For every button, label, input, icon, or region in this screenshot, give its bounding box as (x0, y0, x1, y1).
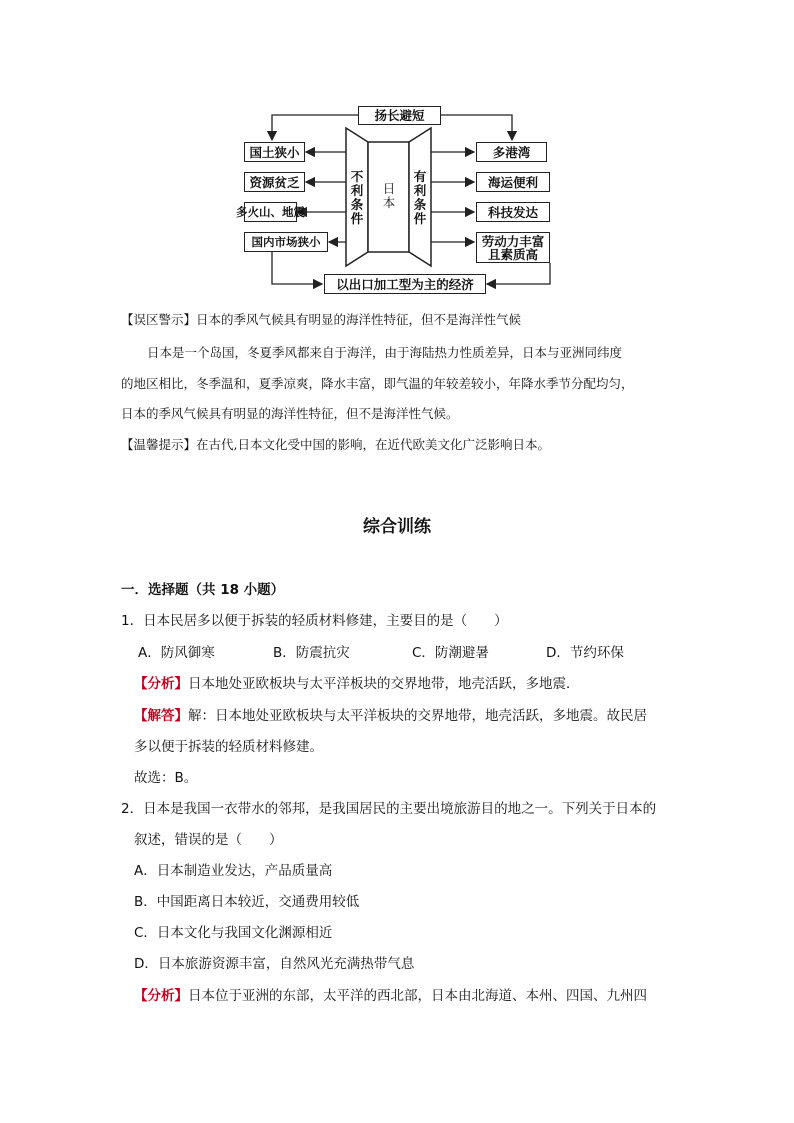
q2-stem-line-2: 叙述，错误的是（ ） (134, 832, 283, 848)
right-box-4 (476, 232, 550, 263)
q1-choice: 故选：B。 (134, 770, 198, 786)
right-box-2: 海运便利 (476, 172, 550, 192)
top-box: 扬长避短 (358, 106, 441, 125)
right-box-4-line2: 且素质高 (487, 246, 538, 262)
q2-option-c: C．日本文化与我国文化渊源相近 (134, 925, 333, 941)
diagram-connectors (0, 0, 794, 310)
q2-analysis (134, 988, 647, 1004)
q2-analysis-tag: 【分析】 (134, 988, 188, 1004)
q2-option-a: A．日本制造业发达，产品质量高 (134, 863, 333, 879)
bottom-box: 以出口加工型为主的经济 (324, 274, 486, 294)
japan-label: 日 本 (382, 181, 396, 210)
q1-answer-text: 解：日本地处亚欧板块与太平洋板块的交界地带，地壳活跃，多地震。故民居 (188, 708, 647, 724)
section-heading: 一．选择题（共 18 小题） (121, 582, 285, 598)
q1-option-d: D．节约环保 (546, 645, 624, 661)
q1-answer-line-2: 多以便于拆装的轻质材料修建。 (134, 739, 323, 755)
note-paragraph-line-2: 的地区相比，冬季温和，夏季凉爽，降水丰富，即气温的年较差较小，年降水季节分配均匀， (121, 376, 634, 391)
left-box-4: 国内市场狭小 (244, 232, 328, 252)
left-box-1: 国土狭小 (244, 142, 305, 162)
tip-text: 在古代,日本文化受中国的影响，在近代欧美文化广泛影响日本。 (196, 437, 550, 452)
page-title: 综合训练 (363, 517, 431, 537)
q1-option-b: B．防震抗灾 (273, 645, 350, 661)
q1-analysis-tag: 【分析】 (134, 676, 188, 692)
left-box-3: 多火山、地震 (244, 202, 297, 222)
q2-option-b: B．中国距离日本较近，交通费用较低 (134, 894, 360, 910)
right-box-4-line1: 劳动力丰富 (481, 233, 545, 249)
warning-text: 日本的季风气候具有明显的海洋性特征，但不是海洋性气候 (196, 312, 522, 327)
q1-option-a: A．防风御寒 (138, 645, 215, 661)
q2-analysis-text: 日本位于亚洲的东部，太平洋的西北部，日本由北海道、本州、四国、九州四 (188, 988, 647, 1004)
note-paragraph-line-3: 日本的季风气候具有明显的海洋性特征，但不是海洋性气候。 (121, 406, 459, 421)
right-box-1: 多港湾 (476, 142, 547, 162)
q2-stem-line-1: 2．日本是我国一衣带水的邻邦，是我国居民的主要出境旅游目的地之一。下列关于日本的 (121, 801, 657, 817)
favorable-label: 有 利 条 件 (413, 169, 427, 226)
right-box-3: 科技发达 (476, 202, 550, 222)
q1-stem: 1．日本民居多以便于拆装的轻质材料修建，主要目的是（ ） (121, 613, 508, 629)
note-paragraph-line-1: 日本是一个岛国，冬夏季风都来自于海洋，由于海陆热力性质差异，日本与亚洲同纬度 (147, 345, 623, 360)
q1-option-c: C．防潮避暑 (412, 645, 489, 661)
q1-analysis (134, 676, 580, 692)
tip-note (121, 438, 550, 452)
q1-answer-line-1 (134, 708, 647, 724)
warning-note (121, 313, 521, 327)
q1-analysis-text: 日本地处亚欧板块与太平洋板块的交界地带，地壳活跃，多地震． (188, 676, 580, 692)
warning-tag: 【误区警示】 (121, 312, 197, 327)
tip-tag: 【温馨提示】 (121, 437, 197, 452)
left-box-2: 资源贫乏 (244, 172, 305, 192)
unfavorable-label: 不 利 条 件 (350, 169, 364, 226)
q1-answer-tag: 【解答】 (134, 708, 188, 724)
q2-option-d: D．日本旅游资源丰富，自然风光充满热带气息 (134, 956, 415, 972)
